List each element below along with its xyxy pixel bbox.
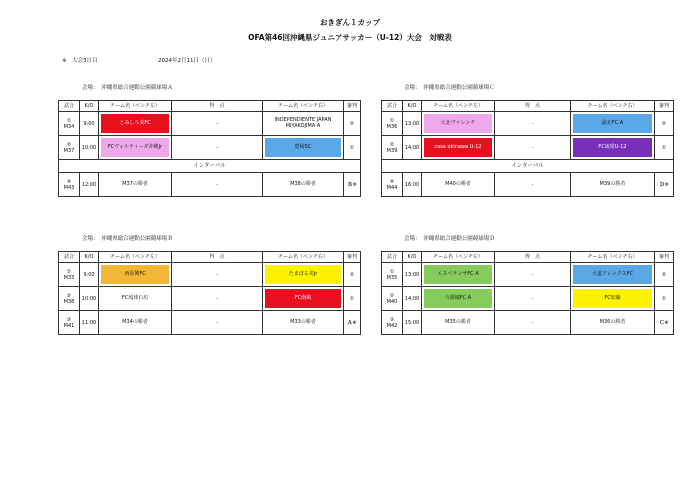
team-left-cell [422,173,495,197]
referee: ① [655,287,674,311]
team-left: とみしろ美FC [101,114,169,133]
referee: ② [344,263,361,287]
match-id: ④ M44 [382,173,403,197]
referee: ② [655,263,674,287]
col-referee: 審判 [655,252,674,263]
team-right: FC加藤 [573,289,652,308]
score: - [495,173,571,197]
team-left-cell [99,263,172,287]
tournament-title: OFA第46回沖縄県ジュニアサッカー（U-12）大会 対戦表 [248,33,452,42]
interval-label: インターバル [59,160,361,173]
kickoff-time: 13:00 [403,263,422,287]
interval-row [59,160,361,173]
referee: Ｄ③ [655,173,674,197]
match-id: ③ M41 [59,311,80,335]
team-right: INDEPENDIENTE JAPAN MIYAKOJIMA A [274,116,332,129]
team-right-cell [571,311,655,335]
match-id: ① M36 [382,112,403,136]
team-left: FC琉球石垣 [121,294,149,301]
col-referee: 審判 [344,101,361,112]
venue-a-title: 会場： 沖縄県総合運動公園競球場Ａ [82,85,173,91]
col-team-left: チーム名（ベンチ左） [99,252,172,263]
kickoff-time: 13:00 [403,112,422,136]
team-left: casa okinawa U-12 [424,138,492,157]
team-left-cell [422,287,495,311]
kickoff-time: 12:00 [80,173,99,197]
match-row [382,112,674,136]
team-left-cell [422,112,495,136]
team-right: M33の勝者 [290,318,316,325]
match-row [382,287,674,311]
kickoff-time: 9:00 [80,112,99,136]
match-row [59,173,361,197]
team-left-cell [99,173,172,197]
score: - [172,136,263,160]
team-left: M37の勝者 [122,180,148,187]
team-right-cell [571,173,655,197]
col-team-right: チーム名（ベンチ右） [571,252,655,263]
col-team-right: チーム名（ベンチ右） [263,101,344,112]
header-row [382,252,674,263]
col-referee: 審判 [655,101,674,112]
header-row [59,101,361,112]
match-id: ① M35 [382,263,403,287]
team-right-cell [263,112,344,136]
team-right-cell [263,136,344,160]
interval-row [382,160,674,173]
match-id: ② M38 [59,287,80,311]
header-row [59,252,361,263]
kickoff-time: 16:00 [403,173,422,197]
venue-d-title: 会場： 沖縄県総合運動公園競球場Ｄ [404,236,495,242]
match-id: ② M37 [59,136,80,160]
col-score: 得 点 [495,101,571,112]
kickoff-time: 14:00 [403,136,422,160]
team-left: 西原興FC [101,265,169,284]
score: - [172,287,263,311]
match-row [59,112,361,136]
referee: Ｂ③ [344,173,361,197]
col-score: 得 点 [172,101,263,112]
col-ko: K/O [80,101,99,112]
team-left-cell [99,311,172,335]
col-score: 得 点 [172,252,263,263]
match-row [59,136,361,160]
referee: ① [344,287,361,311]
team-right-cell [571,112,655,136]
team-right-cell [263,263,344,287]
team-right-cell [571,263,655,287]
col-ko: K/O [80,252,99,263]
venue-b-table [58,251,361,335]
team-right: 大道アレックスFC [573,265,652,284]
match-row [382,136,674,160]
team-right: たまぽる美Jr [265,265,341,284]
team-right-cell [263,287,344,311]
team-left: FCヴォルティーダ沖縄Jr [101,138,169,157]
col-match: 試合 [59,252,80,263]
venue-c-title: 会場： 沖縄県総合運動公園競球場Ｃ [404,85,495,91]
venue-a-table [58,100,361,197]
team-right-cell [571,287,655,311]
team-right: M38の勝者 [290,180,316,187]
col-ko: K/O [403,252,422,263]
team-right: 浦北FC A [573,114,652,133]
col-match: 試合 [382,101,403,112]
col-team-right: チーム名（ベンチ右） [263,252,344,263]
team-left-cell [422,263,495,287]
team-right-cell [263,311,344,335]
team-left: 与那城FC A [424,289,492,308]
col-team-left: チーム名（ベンチ左） [99,101,172,112]
score: - [495,311,571,335]
match-row [382,263,674,287]
score: - [172,173,263,197]
kickoff-time: 15:00 [403,311,422,335]
match-row [59,287,361,311]
match-id: ② M40 [382,287,403,311]
match-row [382,311,674,335]
day-label: ※ 大会3日目 [62,58,98,64]
match-id: ① M34 [59,112,80,136]
score: - [495,287,571,311]
score: - [495,112,571,136]
referee: Ａ④ [344,311,361,335]
team-left-cell [99,112,172,136]
venue-d-table [381,251,674,335]
cup-title: おきぎん１カップ [320,18,380,27]
col-team-left: チーム名（ベンチ左） [422,101,495,112]
kickoff-time: 14:00 [403,287,422,311]
venue-b-title: 会場： 沖縄県総合運動公園競球場Ｂ [82,236,173,242]
team-right-cell [571,136,655,160]
col-referee: 審判 [344,252,361,263]
match-id: ② M39 [382,136,403,160]
referee: ② [655,112,674,136]
venue-c-table [381,100,674,197]
match-id: ① M33 [59,263,80,287]
interval-label: インターバル [382,160,674,173]
match-id: ③ M42 [382,311,403,335]
col-team-left: チーム名（ベンチ左） [422,252,495,263]
team-right-cell [263,173,344,197]
col-score: 得 点 [495,252,571,263]
match-row [59,311,361,335]
team-right: FC南風 [265,289,341,308]
team-right: FC琉球U-12 [573,138,652,157]
kickoff-time: 10:00 [80,287,99,311]
team-left-cell [422,311,495,335]
team-left: エスペランサFC A [424,265,492,284]
score: - [495,136,571,160]
match-id: ④ M43 [59,173,80,197]
team-left: M40の勝者 [445,180,471,187]
team-right: M39の勝者 [599,180,626,187]
col-ko: K/O [403,101,422,112]
score: - [172,263,263,287]
referee: Ｃ④ [655,311,674,335]
col-match: 試合 [59,101,80,112]
team-left-cell [99,287,172,311]
referee: ① [655,136,674,160]
score: - [172,112,263,136]
score: - [172,311,263,335]
match-row [382,173,674,197]
score: - [495,263,571,287]
team-left: M34の勝者 [122,318,148,325]
kickoff-time: 11:00 [80,311,99,335]
team-right: M36の勝者 [599,318,626,325]
referee: ② [344,112,361,136]
col-match: 試合 [382,252,403,263]
team-left: M35の勝者 [445,318,471,325]
team-left-cell [99,136,172,160]
team-left: 大北ヴァレンチ [424,114,492,133]
kickoff-time: 10:00 [80,136,99,160]
date-label: 2024年2月11日（日） [158,58,216,64]
col-team-right: チーム名（ベンチ右） [571,101,655,112]
referee: ① [344,136,361,160]
match-row [59,263,361,287]
kickoff-time: 9:00 [80,263,99,287]
team-left-cell [422,136,495,160]
header-row [382,101,674,112]
team-right: 豊崎SC [265,138,341,157]
